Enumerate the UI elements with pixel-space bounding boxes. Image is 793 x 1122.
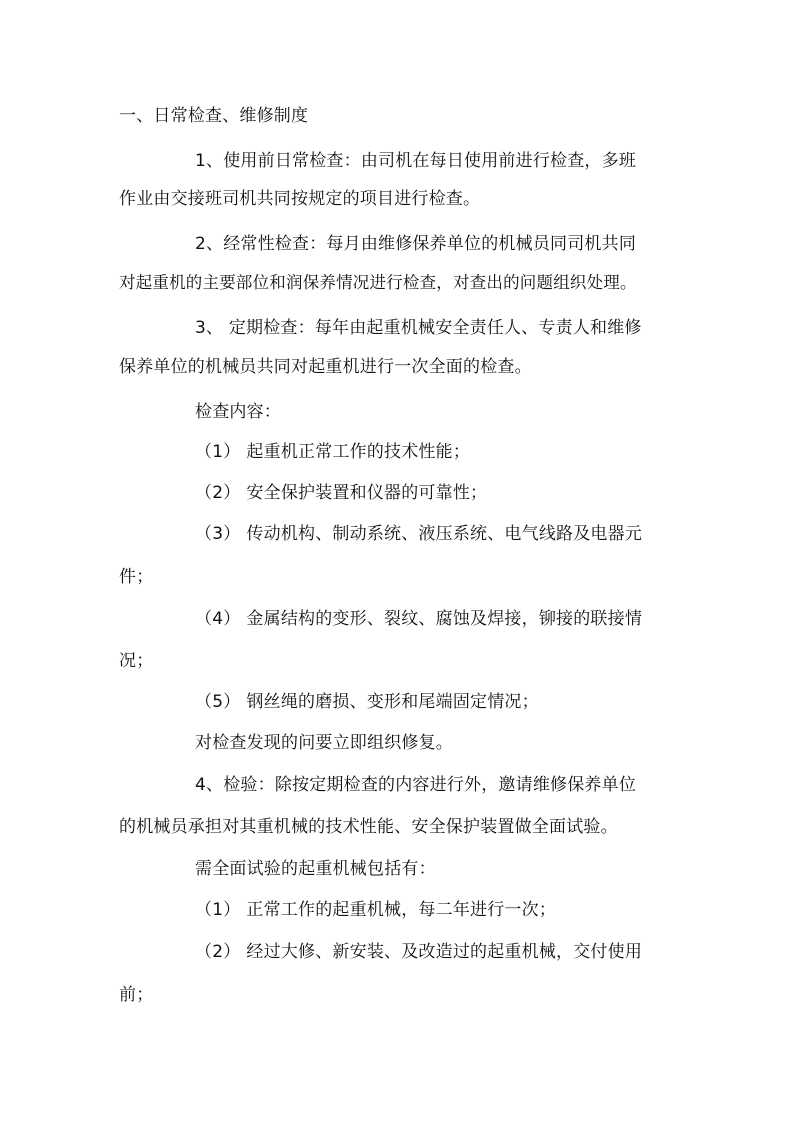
check-content-label: 检查内容： bbox=[195, 402, 281, 422]
paragraph-1-line-2: 作业由交接班司机共同按规定的项目进行检查。 bbox=[119, 189, 481, 209]
item-number: （3） bbox=[195, 524, 241, 544]
item-number: （1） bbox=[195, 900, 241, 920]
paragraph-2-line-2: 对起重机的主要部位和润保养情况进行检查，对查出的问题组织处理。 bbox=[119, 273, 637, 292]
paragraph-4-line-1: 4、检验：除按定期检查的内容进行外，邀请维修保养单位 bbox=[195, 775, 637, 795]
paragraph-2-line-1: 2、经常性检查：每月由维修保养单位的机械员同司机共同 bbox=[195, 234, 637, 254]
item-number: （4） bbox=[195, 609, 241, 629]
item-number: （2） bbox=[195, 483, 241, 503]
item-text: 正常工作的起重机械，每二年进行一次； bbox=[246, 900, 557, 920]
check-item-4 bbox=[195, 607, 642, 631]
item-text: 传动机构、制动系统、液压系统、电气线路及电器元 bbox=[246, 524, 643, 544]
test-item-1 bbox=[195, 898, 556, 922]
check-item-1 bbox=[195, 440, 470, 464]
section-heading: 一、日常检查、维修制度 bbox=[119, 106, 309, 126]
item-text: 钢丝绳的磨损、变形和尾端固定情况； bbox=[246, 692, 539, 712]
item-text: 起重机正常工作的技术性能； bbox=[246, 442, 471, 462]
item-text: 金属结构的变形、裂纹、腐蚀及焊接，铆接的联接情 bbox=[246, 609, 643, 629]
repair-note: 对检查发现的问要立即组织修复。 bbox=[195, 733, 453, 753]
item-number: （2） bbox=[195, 942, 241, 962]
test-list-label: 需全面试验的起重机械包括有： bbox=[195, 859, 436, 879]
paragraph-3-line-2: 保养单位的机械员共同对起重机进行一次全面的检查。 bbox=[119, 357, 532, 377]
check-item-4-continuation: 况； bbox=[119, 651, 154, 671]
check-item-5 bbox=[195, 690, 539, 714]
test-item-2 bbox=[195, 940, 642, 964]
item-number: （1） bbox=[195, 442, 241, 462]
check-item-3 bbox=[195, 522, 642, 546]
test-item-2-continuation: 前； bbox=[119, 985, 154, 1005]
check-item-2 bbox=[195, 481, 487, 505]
item-text: 安全保护装置和仪器的可靠性； bbox=[246, 483, 488, 503]
paragraph-1-line-1: 1、使用前日常检查：由司机在每日使用前进行检查，多班 bbox=[195, 151, 637, 171]
item-text: 经过大修、新安装、及改造过的起重机械，交付使用 bbox=[246, 942, 643, 962]
paragraph-4-line-2: 的机械员承担对其重机械的技术性能、安全保护装置做全面试验。 bbox=[119, 817, 618, 837]
check-item-3-continuation: 件； bbox=[119, 567, 154, 587]
paragraph-3-line-1: 3、 定期检查：每年由起重机械安全责任人、专责人和维修 bbox=[195, 318, 642, 338]
item-number: （5） bbox=[195, 692, 241, 712]
